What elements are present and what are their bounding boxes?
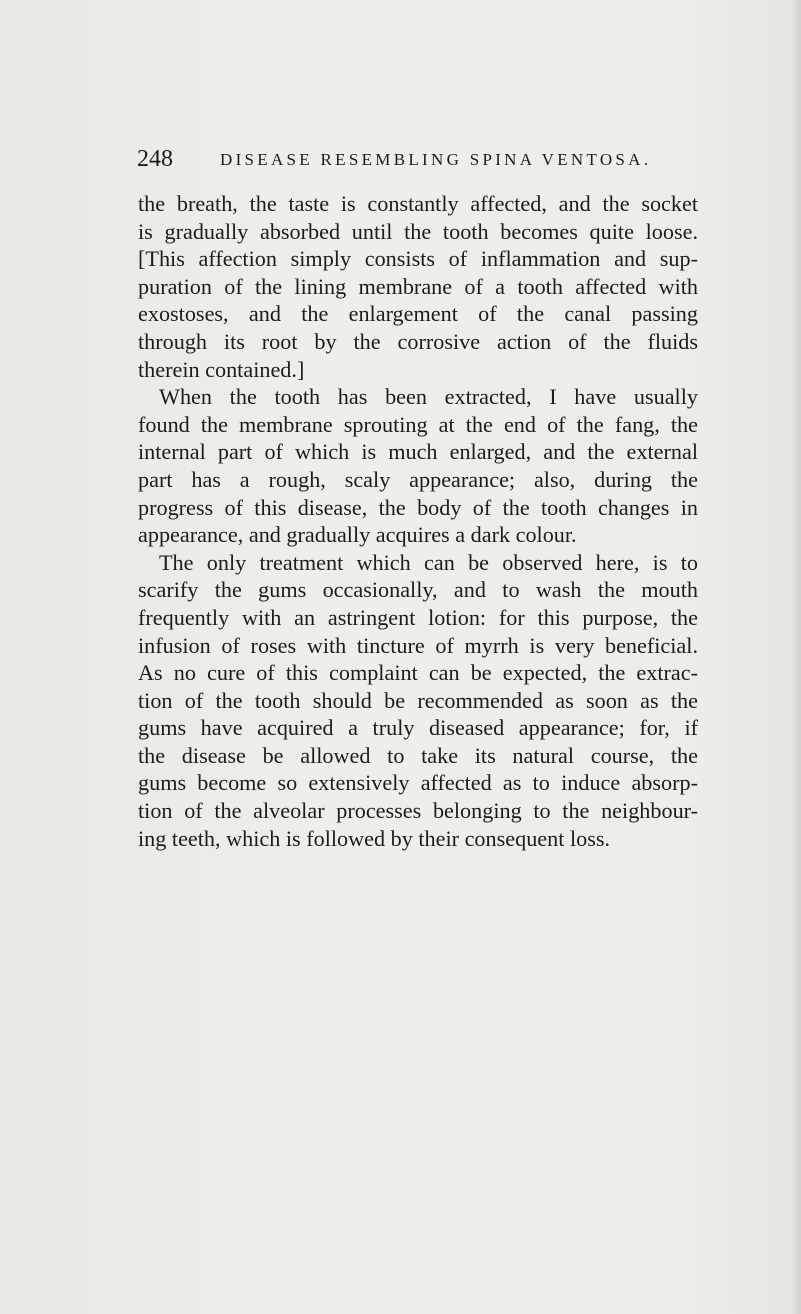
text-line: exostoses, and the enlargement of the canal passing	[138, 301, 698, 327]
text-line: progress of this disease, the body of the tooth changes in	[138, 494, 698, 520]
text-line: therein contained.]	[138, 356, 305, 382]
text-line: gums become so extensively affected as to induce absorp-	[138, 770, 698, 796]
text-line: puration of the lining membrane of a tooth affected with	[138, 273, 698, 299]
text-line: the disease be allowed to take its natural course, the	[138, 742, 698, 768]
text-line: internal part of which is much enlarged, and the external	[138, 439, 698, 465]
text-line: scarify the gums occasionally, and to wash the mouth	[138, 577, 698, 603]
page-number: 248	[137, 146, 173, 172]
running-head: DISEASE RESEMBLING SPINA VENTOSA.	[220, 150, 652, 169]
text-line: found the membrane sprouting at the end of the fang, the	[138, 411, 698, 437]
text-line: ing teeth, which is followed by their consequent loss.	[138, 825, 611, 851]
page-edge-shadow	[791, 0, 801, 1314]
text-line: is gradually absorbed until the tooth becomes quite loose.	[138, 218, 698, 244]
text-line: [This affection simply consists of inflammation and sup-	[138, 246, 698, 272]
text-line: through its root by the corrosive action of the fluids	[138, 328, 698, 354]
text-line: appearance, and gradually acquires a dark colour.	[138, 522, 577, 548]
text-line: tion of the tooth should be recommended as soon as the	[138, 687, 698, 713]
text-line: tion of the alveolar processes belonging to the neighbour-	[138, 798, 698, 824]
paragraph-start-line: The only treatment which can be observed here, is to	[159, 549, 698, 575]
text-line: frequently with an astringent lotion: for this purpose, the	[138, 604, 698, 630]
text-line: As no cure of this complaint can be expected, the extrac-	[138, 660, 698, 686]
body-text	[138, 190, 698, 852]
paragraph-start-line: When the tooth has been extracted, I have usually	[159, 384, 698, 410]
text-line: gums have acquired a truly diseased appearance; for, if	[138, 715, 698, 741]
text-line: infusion of roses with tincture of myrrh is very beneficial.	[138, 632, 698, 658]
page-header	[137, 145, 697, 175]
text-line: part has a rough, scaly appearance; also, during the	[138, 466, 698, 492]
text-line: the breath, the taste is constantly affected, and the socket	[138, 191, 698, 216]
